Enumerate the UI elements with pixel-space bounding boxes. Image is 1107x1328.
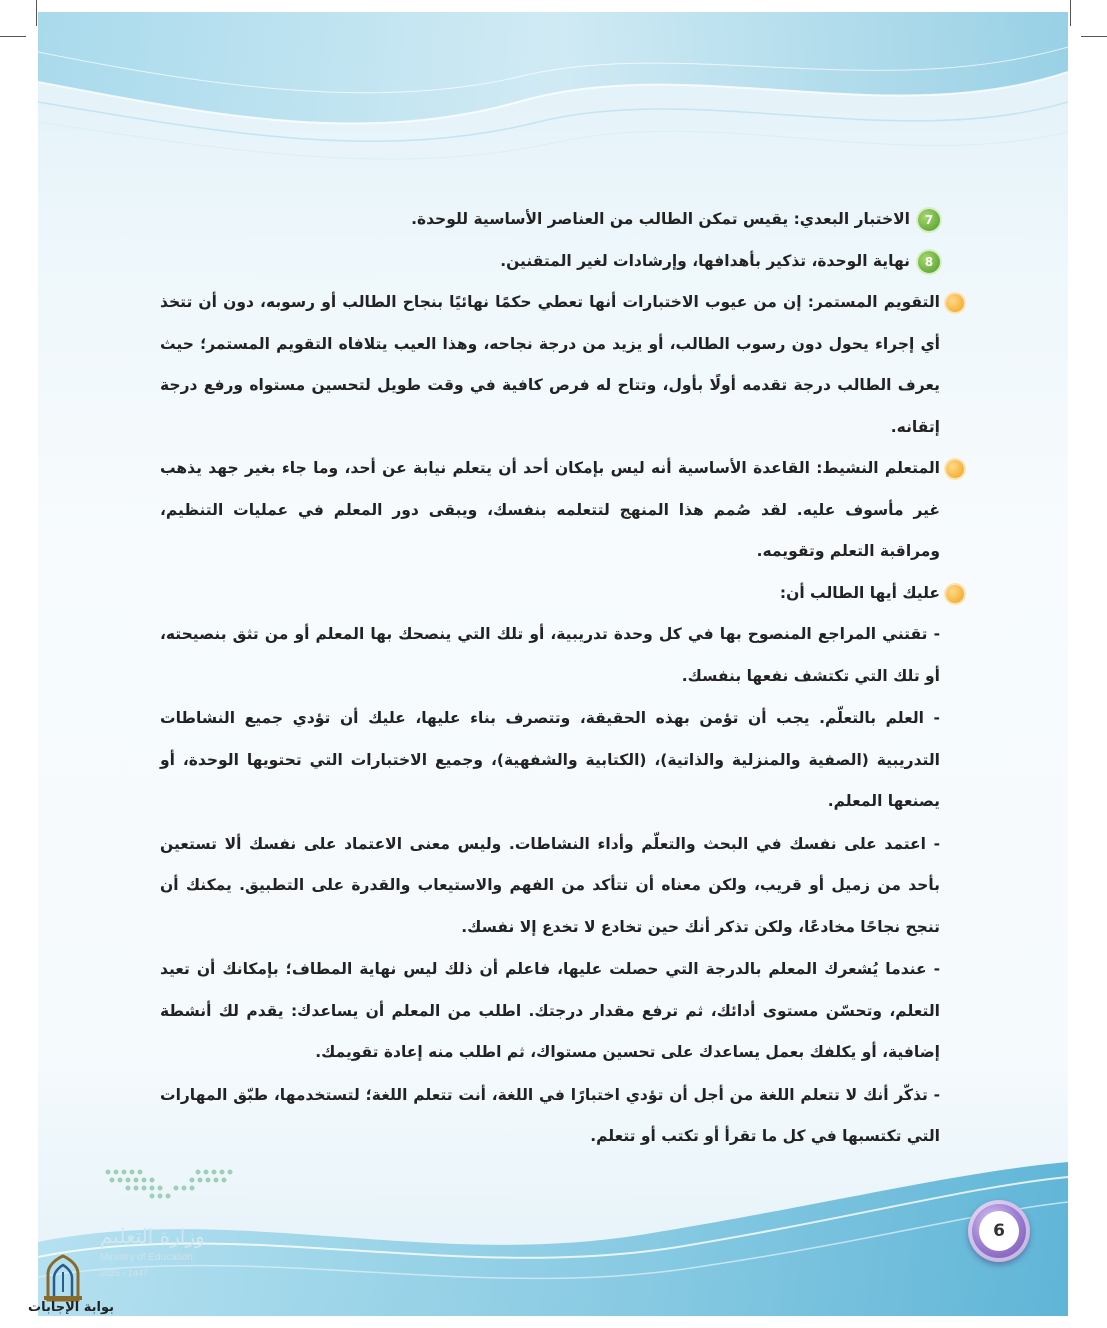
mosque-dome-icon	[40, 1252, 86, 1302]
ministry-logo	[98, 1162, 238, 1222]
page-number: 6	[979, 1211, 1019, 1251]
page-content	[160, 198, 940, 1159]
orange-bullet-icon	[946, 460, 964, 478]
student-heading	[160, 573, 940, 615]
watermark-label: بوابة الإجابات	[28, 1300, 114, 1315]
numbered-item	[160, 240, 940, 282]
heading-text: عليك أيها الطالب أن:	[779, 583, 940, 602]
numbered-item-text: الاختبار البعدي: يقيس تمكن الطالب من العناصر الأساسية للوحدة.	[411, 210, 910, 228]
ministry-year: 2025 - 1447	[100, 1268, 149, 1278]
ministry-wordmark: وزارة التعليم	[100, 1224, 205, 1248]
ministry-english-name: Ministry of Education	[100, 1252, 193, 1263]
number-badge: 7	[918, 209, 940, 231]
student-point: - اعتمد على نفسك في البحث والتعلّم وأداء النشاطات. وليس معنى الاعتماد على نفسك ألا تستعين بأحد من زميل أو قريب، ولكن معناه أن تتأكد من الفهم والاستيعاب والقدرة على التطبيق. يمكنك أن تنجح نجاحًا مخادعًا، ولكن تذكر أنك حين تخادع لا تخدع إلا نفسك.	[160, 834, 940, 936]
orange-bullet-icon	[946, 294, 964, 312]
page-number-badge	[968, 1200, 1030, 1262]
crop-mark	[1070, 0, 1071, 26]
student-point: - تقتني المراجع المنصوح بها في كل وحدة تدريبية، أو تلك التي ينصحك بها المعلم أو من تثق بنصيحته، أو تلك التي تكتشف نفعها بنفسك.	[160, 625, 940, 685]
orange-bullet-icon	[946, 585, 964, 603]
paragraph-text: التقويم المستمر: إن من عيوب الاختبارات أنها تعطي حكمًا نهائيًا بنجاح الطالب أو رسوبه، دون أن تتخذ أي إجراء يحول دون رسوب الطالب، أو يزيد من درجة نجاحه، وهذا العيب يتلافاه التقويم المستمر؛ حيث يعرف الطالب درجة تقدمه أولًا بأول، وتتاح له فرص كافية في وقت طويل لتحسين مستواه ورفع درجة إتقانه.	[160, 293, 940, 436]
book-page	[38, 12, 1068, 1316]
crop-mark	[1081, 36, 1107, 37]
top-wave-decoration	[38, 12, 1068, 182]
numbered-item-text: نهاية الوحدة، تذكير بأهدافها، وإرشادات لغير المتقنين.	[500, 252, 910, 270]
student-point: - العلم بالتعلّم. يجب أن تؤمن بهذه الحقيقة، وتتصرف بناء عليها، عليك أن تؤدي جميع النشاطات التدريبية (الصفية والمنزلية والذاتية)، (الكتابية والشفهية)، وجميع الاختبارات التي تحتويها الوحدة، أو يصنعها المعلم.	[160, 709, 940, 810]
numbered-item	[160, 198, 940, 240]
number-badge: 8	[918, 251, 940, 273]
paragraph-text: المتعلم النشيط: القاعدة الأساسية أنه ليس بإمكان أحد أن يتعلم نيابة عن أحد، وما جاء بغير جهد يذهب غير مأسوف عليه. لقد صُمم هذا المنهج لتتعلمه بنفسك، ويبقى دور المعلم في عمليات التنظيم، ومراقبة التعلم وتقويمه.	[160, 459, 940, 560]
active-learner-paragraph	[160, 448, 940, 573]
continuous-assessment-paragraph	[160, 282, 940, 448]
crop-mark	[36, 0, 37, 26]
student-point: - تذكّر أنك لا تتعلم اللغة من أجل أن تؤدي اختبارًا في اللغة، أنت تتعلم اللغة؛ لتستخدمها، طبّق المهارات التي تكتسبها في كل ما تقرأ أو تكتب أو تتعلم.	[160, 1085, 940, 1145]
student-point: - عندما يُشعرك المعلم بالدرجة التي حصلت عليها، فاعلم أن ذلك ليس نهاية المطاف؛ بإمكانك أن تعيد التعلم، وتحسّن مستوى أدائك، ثم ترفع مقدار درجتك. اطلب من المعلم أن يساعدك: يقدم لك أنشطة إضافية، أو يكلفك بعمل يساعدك على تحسين مستواك، ثم اطلب منه إعادة تقويمك.	[160, 960, 940, 1061]
crop-mark	[0, 36, 26, 37]
